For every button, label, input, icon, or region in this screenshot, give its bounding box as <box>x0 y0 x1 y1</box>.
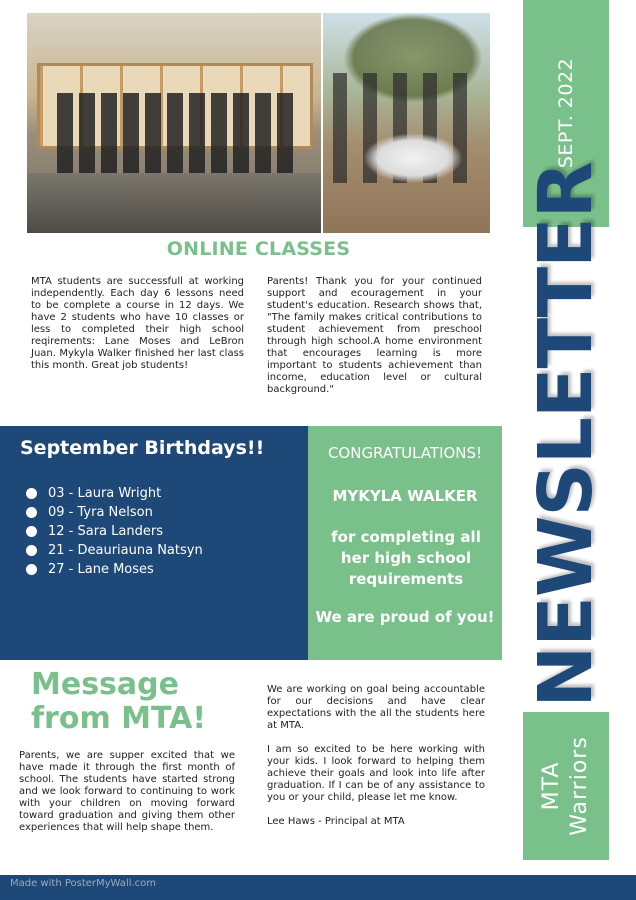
birthdays-title: September Birthdays!! <box>20 437 265 459</box>
newsletter-title: NEWSLETTER <box>523 162 609 708</box>
congratulations-reason: for completing all her high school requirements <box>331 528 481 588</box>
students-shape <box>57 93 297 183</box>
message-title: Message from MTA! <box>31 667 207 736</box>
bullet-dot-icon <box>26 507 37 518</box>
online-classes-text-right: Parents! Thank you for your continued support and ecouragement in your student's education. Research shows that, "The family makes critical contributions to student achievement from preschool through high school.A home environment that encourages learning is more important to students achievement than income, education level or cultural background." <box>267 276 482 395</box>
bullet-dot-icon <box>26 526 37 537</box>
outdoor-activity-photo <box>323 13 490 233</box>
message-text-left: Parents, we are supper excited that we have made it through the first month of school. The students have started strong and we look forward to continuing to work with your children on moving forward toward graduation and giving them other experiences that will help shape them. <box>19 750 235 833</box>
list-item: 12 - Sara Landers <box>26 522 203 541</box>
list-item: 21 - Deauriauna Natsyn <box>26 541 203 560</box>
list-item: 27 - Lane Moses <box>26 560 203 579</box>
message-text-right: We are working on goal being accountable for our decisions and have clear expectations with the all the students here at MTA. I am so excited to be here working with your kids. I look forward to helping them achieve their goals and look into life after graduation. If I can be of any assistance to you or your child, please let me know. Lee Haws - Principal at MTA <box>267 684 485 827</box>
issue-date: SEPT. 2022 <box>555 57 577 169</box>
congratulations-proud: We are proud of you! <box>315 608 495 626</box>
footer-credit: Made with PosterMyWall.com <box>10 878 157 889</box>
bullet-dot-icon <box>26 488 37 499</box>
congratulations-name: MYKYLA WALKER <box>332 487 478 505</box>
bullet-dot-icon <box>26 545 37 556</box>
bullet-dot-icon <box>26 564 37 575</box>
bags-shape <box>363 133 463 183</box>
org-name: MTA Warriors <box>539 736 592 836</box>
list-item: 09 - Tyra Nelson <box>26 503 203 522</box>
congratulations-heading: CONGRATULATIONS! <box>327 444 483 462</box>
online-classes-heading: ONLINE CLASSES <box>166 238 351 260</box>
list-item: 03 - Laura Wright <box>26 484 203 503</box>
floor-shape <box>27 173 321 233</box>
birthdays-list <box>26 484 203 579</box>
online-classes-text-left: MTA students are successfull at working independently. Each day 6 lessons need to be complete a course in 12 days. We have 2 students who have 10 classes or less to completed their high school reqirements: Lane Moses and LeBron Juan. Mykyla Walker finished her last class this month. Great job students! <box>31 276 244 371</box>
classroom-group-photo <box>27 13 321 233</box>
principal-signature: Lee Haws - Principal at MTA <box>267 816 405 827</box>
